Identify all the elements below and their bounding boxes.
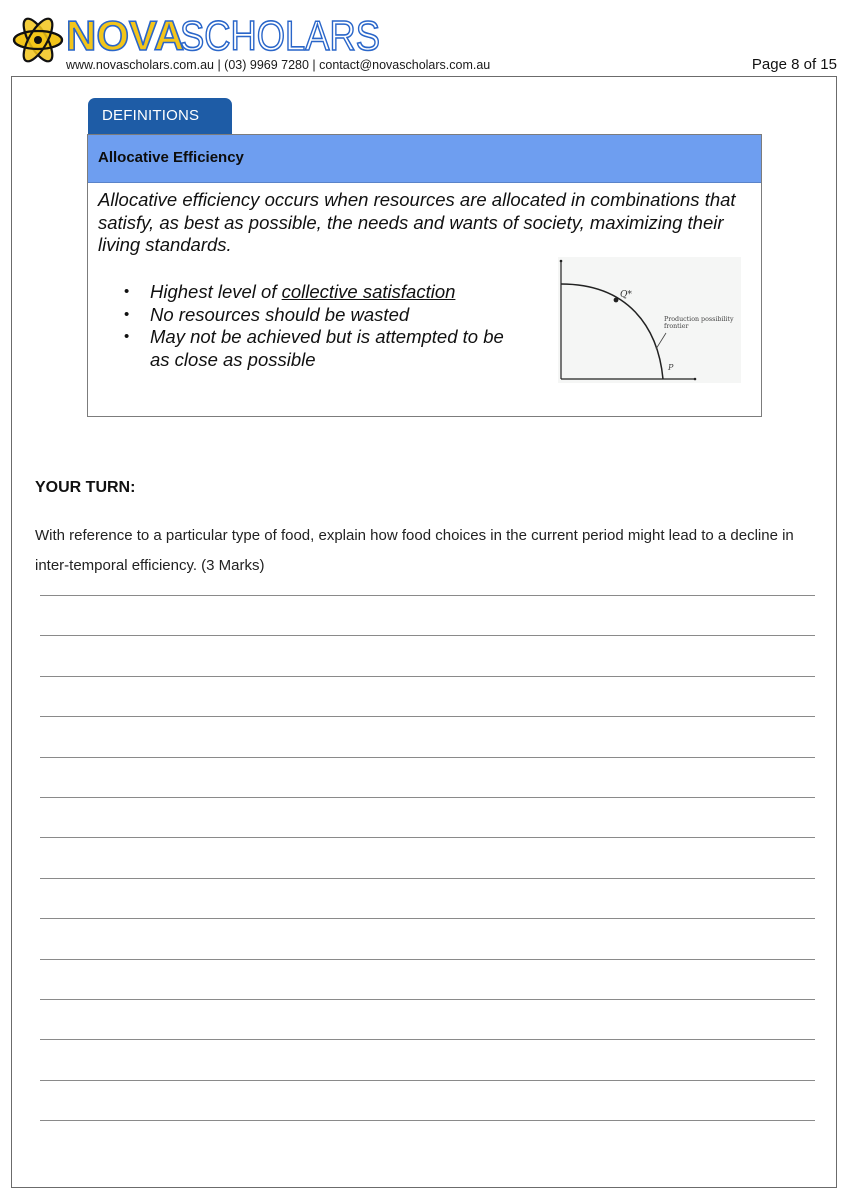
axis-end-dot xyxy=(694,378,697,381)
bullet-dot-icon: • xyxy=(124,283,130,300)
answer-line[interactable] xyxy=(40,1120,815,1121)
bullet-text: Highest level of xyxy=(150,281,282,302)
question-text: With reference to a particular type of food, explain how food choices in the current period might lead to a decline in inter-temporal efficiency. (3 Marks) xyxy=(35,527,794,574)
answer-line[interactable] xyxy=(40,1080,815,1081)
definition-text: Allocative efficiency occurs when resources are allocated in combinations that satisfy, as best as possible, the needs and wants of society, maximizing their living standards. xyxy=(98,189,736,255)
frontier-label-text: Production possibility xyxy=(664,316,734,323)
frontier-label-text-2: frontier xyxy=(664,323,689,330)
contact-line: www.novascholars.com.au | (03) 9969 7280 | contact@novascholars.com.au xyxy=(66,58,491,72)
answer-line[interactable] xyxy=(40,595,815,596)
definitions-tab: DEFINITIONS xyxy=(88,98,232,135)
frontier-label xyxy=(664,316,736,330)
definition-bullets xyxy=(118,281,518,371)
answer-line[interactable] xyxy=(40,999,815,1000)
ppf-curve xyxy=(561,284,663,379)
bullet-text: No resources should be wasted xyxy=(150,303,410,325)
bullet-text: May not be achieved but is attempted to be as close as possible xyxy=(150,326,504,370)
definition-term: Allocative Efficiency xyxy=(88,135,761,183)
p-label: P xyxy=(668,363,674,372)
bullet-item xyxy=(118,326,518,371)
bullet-dot-icon: • xyxy=(124,328,130,345)
frontier-pointer xyxy=(656,333,666,349)
brand-wordmark xyxy=(64,12,384,59)
answer-line[interactable] xyxy=(40,1039,815,1040)
ppf-diagram xyxy=(558,257,741,383)
answer-line[interactable] xyxy=(40,918,815,919)
q-star-label: Q* xyxy=(620,290,632,300)
answer-line[interactable] xyxy=(40,878,815,879)
brand-scholars: SCHOLARS xyxy=(180,12,380,59)
your-turn-heading: YOUR TURN: xyxy=(35,479,136,496)
axis-end-dot xyxy=(560,260,563,263)
answer-line[interactable] xyxy=(40,757,815,758)
bullet-dot-icon: • xyxy=(124,305,130,323)
answer-line[interactable] xyxy=(40,959,815,960)
brand-nova: NOVA xyxy=(66,12,185,59)
bullet-item xyxy=(118,281,518,304)
bullet-item xyxy=(118,304,518,327)
page-number: Page 8 of 15 xyxy=(751,56,837,73)
answer-line[interactable] xyxy=(40,716,815,717)
answer-line[interactable] xyxy=(40,837,815,838)
q-star-point xyxy=(614,298,619,303)
answer-line[interactable] xyxy=(40,635,815,636)
answer-line[interactable] xyxy=(40,676,815,677)
bullet-underlined-text: collective satisfaction xyxy=(281,281,456,302)
answer-line[interactable] xyxy=(40,797,815,798)
definition-card xyxy=(87,134,762,417)
